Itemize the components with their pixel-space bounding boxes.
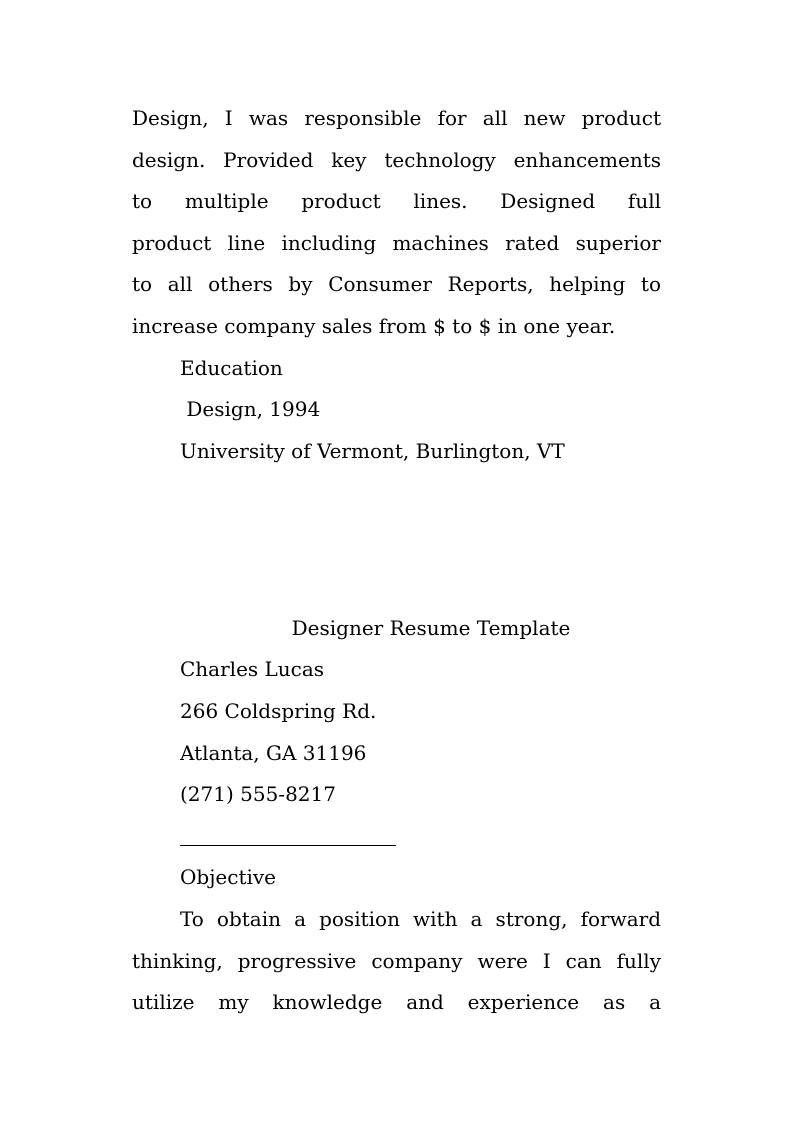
horizontal-rule bbox=[180, 845, 396, 846]
paragraph-line: increase company sales from $ to $ in one year. bbox=[132, 314, 616, 338]
paragraph-line: Design, I was responsible for all new product bbox=[132, 106, 661, 130]
education-degree: Design, 1994 bbox=[180, 397, 321, 421]
objective-heading: Objective bbox=[180, 865, 277, 889]
paragraph-line: to all others by Consumer Reports, helping to bbox=[132, 272, 661, 296]
template-title: Designer Resume Template bbox=[291, 616, 571, 640]
objective-line: utilize my knowledge and experience as a bbox=[132, 990, 661, 1014]
contact-street: 266 Coldspring Rd. bbox=[180, 699, 377, 723]
education-heading: Education bbox=[180, 356, 283, 380]
contact-phone: (271) 555-8217 bbox=[180, 782, 336, 806]
paragraph-line: product line including machines rated superior bbox=[132, 231, 661, 255]
contact-name: Charles Lucas bbox=[180, 657, 325, 681]
contact-city-state-zip: Atlanta, GA 31196 bbox=[180, 741, 367, 765]
paragraph-line: to multiple product lines. Designed full bbox=[132, 189, 661, 213]
paragraph-line: design. Provided key technology enhancements bbox=[132, 148, 661, 172]
objective-line: thinking, progressive company were I can fully bbox=[132, 949, 661, 973]
objective-line: To obtain a position with a strong, forward bbox=[180, 907, 661, 931]
education-school: University of Vermont, Burlington, VT bbox=[180, 439, 565, 463]
